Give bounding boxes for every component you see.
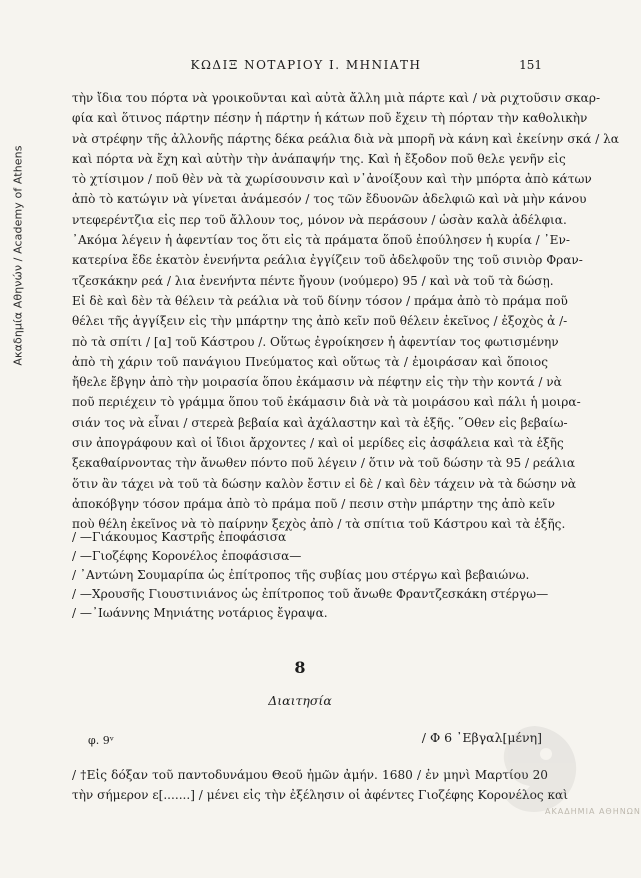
academy-watermark-icon	[480, 720, 590, 820]
body-line: σιν ἀπογράφουν καὶ οἱ ἴδιοι ἄρχοντες / καὶ οἱ μερίδες εἰς ἀσφάλεια καὶ τὰ ἑξῆς	[72, 436, 564, 451]
body-line: τὴν ἴδια του πόρτα νὰ γροικοῦνται καὶ αὐτὰ ἄλλη μιὰ πάρτε καὶ / νὰ ριχτοῦσιν σκαρ-	[72, 91, 601, 105]
signature-line: / —Χρουσῆς Γιουστινιάνος ὡς ἐπίτροπος τοῦ ἄνωθε Φραντζεσκάκη στέργω—	[72, 587, 549, 601]
document-type: Διαιτησία	[268, 693, 332, 708]
document-8-text	[72, 765, 568, 806]
body-line: Εἰ δὲ καὶ δὲν τὰ θέλειν τὰ ρεάλια νὰ τοῦ δίνην τόσον / πράμα ἀπὸ τὸ πράμα ποῦ	[72, 293, 568, 308]
body-line: ποὺ θέλη ἐκεῖνος νὰ τὸ παίρνην ξεχὸς ἀπὸ / τὰ σπίτια τοῦ Κάστρου καὶ τὰ ἑξῆς.	[72, 517, 566, 532]
body-line: κατερίνα ἔδε ἑκατὸν ἐνενήντα ρεάλια ἐγγίζειν τοῦ ἀδελφοῦν της τοῦ σινιὸρ Φραν-	[72, 253, 583, 268]
archive-side-stamp-text: Ακαδημία Αθηνών / Academy of Athens	[11, 144, 25, 366]
document-number: 8	[294, 658, 306, 677]
watermark-caption: ΑΚΑΔΗΜΙΑ ΑΘΗΝΩΝ	[545, 807, 641, 816]
body-line: ντεφερέντζια εἰς περ τοῦ ἄλλουν τος, μόνον νὰ περάσουν / ὡσὰν καλὰ ἀδέλφια.	[72, 212, 567, 227]
body-line: νὰ στρέφην τῆς ἀλλονῆς πάρτης δέκα ρεάλια διὰ νὰ μπορῆ νὰ κάνη καὶ ἐκείνην σκά / λα	[72, 131, 619, 146]
body-line: ξεκαθαίρνοντας τὴν ἄνωθεν πόντο ποῦ λέγειν / ὅτιν νὰ τοῦ δώσην τὰ 95 / ρεάλια	[72, 456, 576, 471]
signature-line: / —᾽Ιωάννης Μηνιάτης νοτάριος ἔγραψα.	[72, 606, 328, 620]
body-line: τζεσκάκην ρεά / λια ἐνενήντα πέντε ἤγουν (νούμερο) 95 / καὶ νὰ τοῦ τὰ δώσῃ.	[72, 273, 554, 288]
signatures	[72, 528, 548, 623]
body-line: ποῦ περιέχειν τὸ γράμμα ὅπου τοῦ ἐκάμασιν διὰ νὰ τὰ μοιράσου καὶ πάλι ἡ μοιρα-	[72, 395, 581, 410]
page-header	[70, 58, 542, 78]
body-line: ἀπὸ τὸ κατώγιν νὰ γίνεται ἀνάμεσόν / τος τῶν ἔδυονῶν ἀδελφιῶ καὶ νὰ μὴν κάνου	[72, 192, 587, 207]
folio-reference: φ. 9ᵛ	[88, 734, 114, 747]
body-line: ᾽Ακόμα λέγειν ἡ ἀφεντίαν τος ὅτι εἰς τὰ πράματα ὅποῦ ἐπούλησεν ἡ κυρία / ᾽Εν-	[72, 233, 570, 248]
body-line: τὴν σήμερον ε[.......] / μένει εἰς τὴν ἐξέλησιν οἱ ἀφέντες Γιοζέφης Κορονέλος καὶ	[72, 788, 568, 803]
signature-line: / ᾽Αντώνη Σουμαρίπα ὡς ἐπίτροπος τῆς συβίας μου στέργω καὶ βεβαιώνω.	[72, 568, 530, 582]
archive-side-stamp	[4, 40, 32, 470]
body-line: φία καὶ ὅτινος πάρτην πέσην ἡ πάρτην ἡ κάτων ποῦ ἔχειν τὴ πόρταν τὴν καθολικὴν	[72, 111, 588, 126]
body-line: σιάν τος νὰ εἶναι / στερεὰ βεβαία καὶ ἀχάλαστην καὶ τὰ ἑξῆς. ῞Οθεν εἰς βεβαίω-	[72, 415, 568, 430]
page-number: 151	[519, 58, 542, 72]
body-line: ὅτιν ἂν τάχει νὰ τοῦ τὰ δώσην καλὸν ἔστιν εἰ δὲ / καὶ δὲν τάχειν νὰ τὰ δώσην νὰ	[72, 476, 577, 491]
body-line: ἤθελε ἔβγην ἀπὸ τὴν μοιρασία ὅπου ἐκάμασιν νὰ πέφτην εἰς τὴν τὴν κοντά / νὰ	[72, 375, 562, 390]
signature-line: / —Γιοζέφης Κορονέλος ἐποφάσισα—	[72, 549, 302, 563]
body-text	[72, 88, 619, 535]
body-line: ἀπὸ τὴ χάριν τοῦ πανάγιου Πνεύματος καὶ οὕτως τὰ / ἐμοιράσαν καὶ ὅποιος	[72, 354, 548, 369]
body-line: / †Εἰς δόξαν τοῦ παντοδυνάμου Θεοῦ ἡμῶν ἀμήν. 1680 / ἐν μηνὶ Μαρτίου 20	[72, 768, 548, 782]
source-reference: / Φ 6 ᾽Εβγαλ[μένη]	[421, 730, 542, 745]
signature-line: / —Γιάκουμος Καστρῆς ἐποφάσισα	[72, 530, 287, 544]
running-title: ΚΩΔΙΞ ΝΟΤΑΡΙΟΥ Ι. ΜΗΝΙΑΤΗ	[190, 58, 422, 72]
body-line: θέλει τῆς ἀγγίξειν εἰς τὴν μπάρτην της ἀπὸ κεῖν ποῦ θέλειν ἐκεῖνος / ἐξοχὸς ἀ /-	[72, 314, 568, 329]
body-line: τὸ χτίσιμον / ποῦ θὲν νὰ τὰ χωρίσουνσιν καὶ ν᾽ἀνοίξουν καὶ τὴν μπόρτα ἀπὸ κάτων	[72, 172, 592, 187]
body-line: καὶ πόρτα νὰ ἔχη καὶ αὐτὴν τὴν ἀνάπαψήν της. Καὶ ἡ ἔξοδον ποῦ θελε γενῆν εἰς	[72, 151, 566, 166]
body-line: ἀποκόβγην τόσον πράμα ἀπὸ τὸ πράμα ποῦ / πεσιν στὴν μπάρτην της ἀπὸ κεῖν	[72, 496, 555, 511]
body-line: πὸ τὰ σπίτι / [α] τοῦ Κάστρου /. Οὕτως ἐγροίκησεν ἡ ἀφεντίαν τος φωτισμένην	[72, 334, 559, 349]
